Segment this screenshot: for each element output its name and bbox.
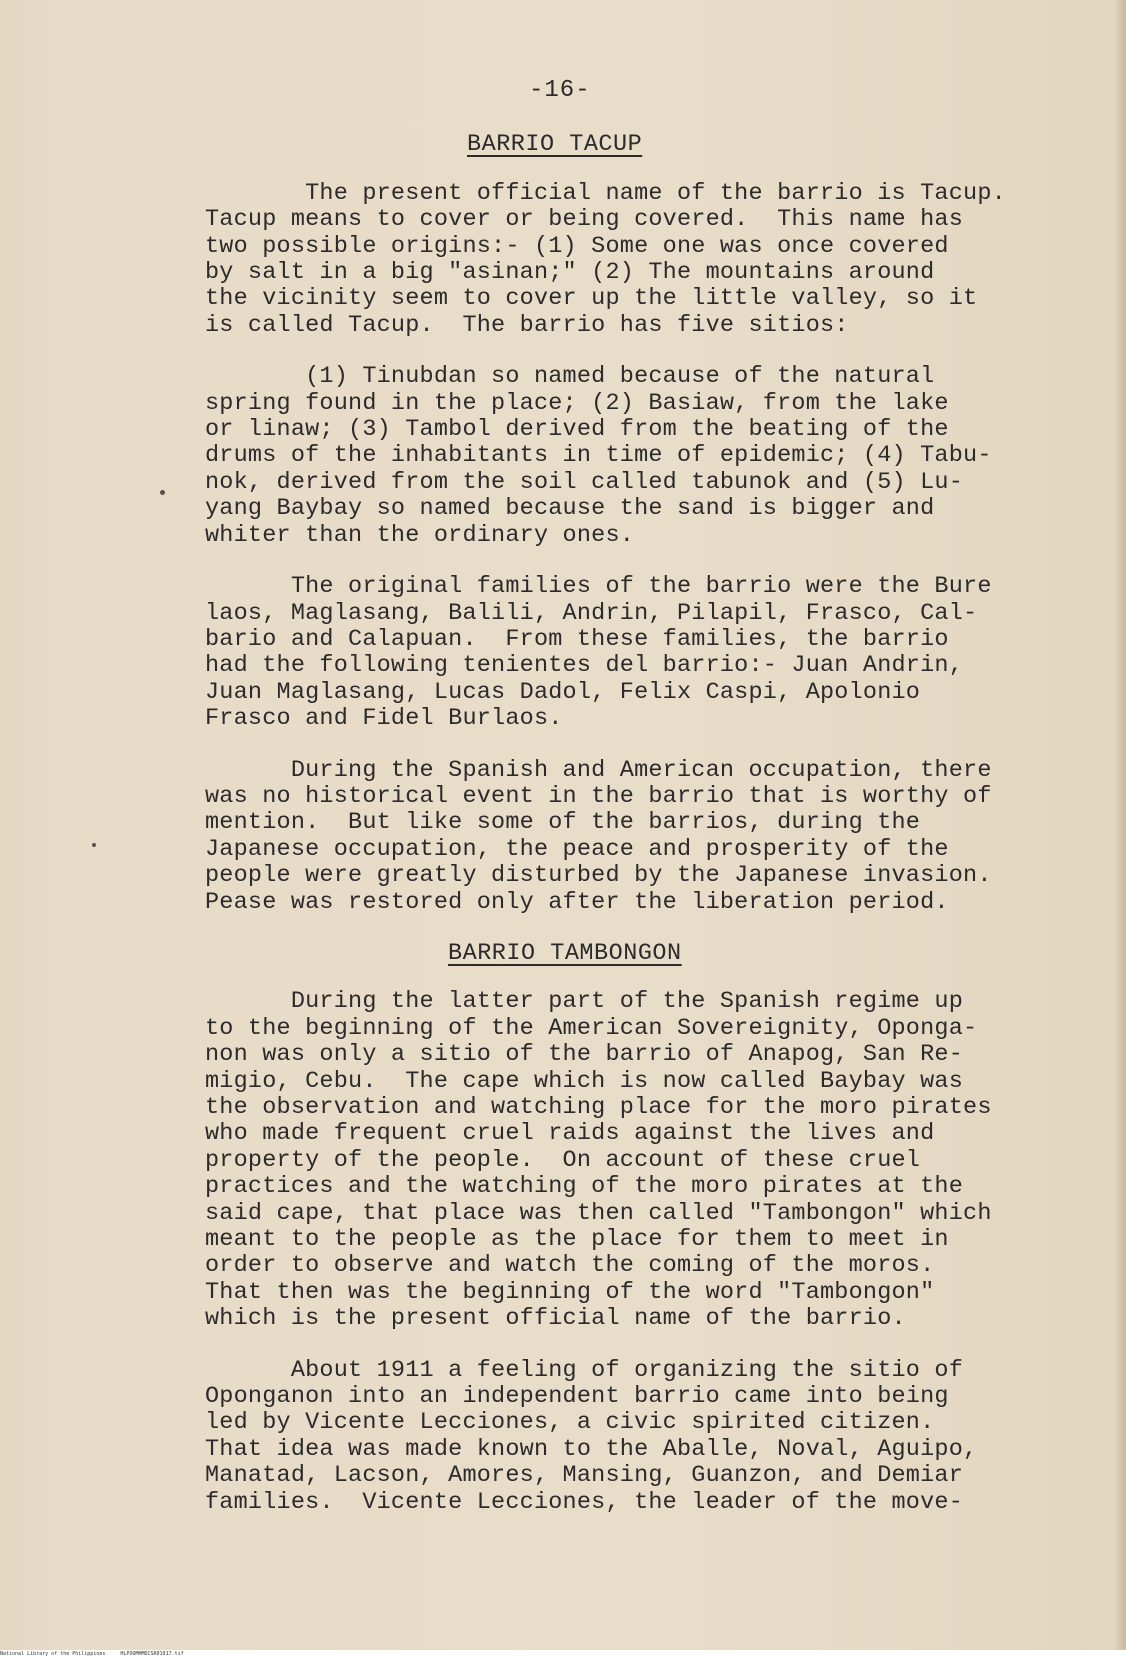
text-line: migio, Cebu. The cape which is now called Baybay was bbox=[205, 1067, 964, 1095]
text-line: Frasco and Fidel Burlaos. bbox=[205, 705, 563, 733]
page-number: -16- bbox=[529, 77, 591, 104]
text-line: to the beginning of the American Sovereignity, Oponga- bbox=[205, 1014, 978, 1042]
text-line: nok, derived from the soil called tabunok and (5) Lu- bbox=[205, 468, 964, 496]
paragraph bbox=[205, 758, 1090, 916]
text-line: Juan Maglasang, Lucas Dadol, Felix Caspi, Apolonio bbox=[205, 678, 921, 706]
text-line: by salt in a big "asinan;" (2) The mountains around bbox=[205, 259, 935, 287]
text-line: Pease was restored only after the liberation period. bbox=[205, 888, 949, 916]
section-heading: BARRIO TACUP bbox=[467, 131, 643, 159]
text-line: That idea was made known to the Aballe, Noval, Aguipo, bbox=[205, 1435, 978, 1463]
text-line: practices and the watching of the moro pirates at the bbox=[205, 1173, 964, 1201]
text-line: (1) Tinubdan so named because of the natural bbox=[205, 363, 935, 391]
text-line: bario and Calapuan. From these families, the barrio bbox=[205, 625, 949, 653]
text-line: During the latter part of the Spanish regime up bbox=[205, 988, 964, 1016]
text-line: had the following tenientes del barrio:- Juan Andrin, bbox=[205, 652, 964, 680]
text-line: Tacup means to cover or being covered. This name has bbox=[205, 206, 964, 234]
text-line: Japanese occupation, the peace and prosperity of the bbox=[205, 835, 949, 863]
document-body bbox=[205, 78, 1090, 1541]
ink-speck bbox=[160, 490, 165, 495]
text-line: families. Vicente Lecciones, the leader of the move- bbox=[205, 1488, 964, 1516]
sections-container bbox=[205, 132, 1090, 1516]
text-line: About 1911 a feeling of organizing the sitio of bbox=[205, 1356, 964, 1384]
text-line: Oponganon into an independent barrio came into being bbox=[205, 1383, 949, 1411]
text-line: spring found in the place; (2) Basiaw, from the lake bbox=[205, 389, 949, 417]
text-line: laos, Maglasang, Balili, Andrin, Pilapil, Frasco, Cal- bbox=[205, 599, 978, 627]
text-line: That then was the beginning of the word "Tambongon" bbox=[205, 1278, 935, 1306]
text-line: is called Tacup. The barrio has five sitios: bbox=[205, 311, 849, 339]
text-line: who made frequent cruel raids against the lives and bbox=[205, 1120, 935, 1148]
paragraph bbox=[205, 574, 1090, 732]
text-line: Manatad, Lacson, Amores, Mansing, Guanzon, and Demiar bbox=[205, 1462, 964, 1490]
text-line: or linaw; (3) Tambol derived from the beating of the bbox=[205, 416, 949, 444]
text-line: the vicinity seem to cover up the little valley, so it bbox=[205, 285, 978, 313]
text-line: During the Spanish and American occupation, there bbox=[205, 756, 992, 784]
text-line: non was only a sitio of the barrio of Anapog, San Re- bbox=[205, 1041, 964, 1069]
section-heading: BARRIO TAMBONGON bbox=[448, 939, 682, 967]
text-line: order to observe and watch the coming of the moros. bbox=[205, 1252, 935, 1280]
text-line: people were greatly disturbed by the Japanese invasion. bbox=[205, 862, 992, 890]
text-line: yang Baybay so named because the sand is bigger and bbox=[205, 495, 935, 523]
page-edge-shadow bbox=[1114, 0, 1126, 1650]
text-line: said cape, that place was then called "Tambongon" which bbox=[205, 1199, 992, 1227]
text-line: was no historical event in the barrio that is worthy of bbox=[205, 782, 992, 810]
text-line: drums of the inhabitants in time of epidemic; (4) Tabu- bbox=[205, 442, 992, 470]
paragraph bbox=[205, 181, 1090, 339]
text-line: which is the present official name of the barrio. bbox=[205, 1305, 906, 1333]
text-line: led by Vicente Lecciones, a civic spirited citizen. bbox=[205, 1409, 935, 1437]
archive-footer: National Library of the Philippines HLPOOMHMDCSR01017.tif bbox=[0, 1650, 1126, 1658]
text-line: meant to the people as the place for them to meet in bbox=[205, 1226, 949, 1254]
ink-speck bbox=[92, 843, 96, 847]
text-line: the observation and watching place for the moro pirates bbox=[205, 1094, 992, 1121]
paragraph bbox=[205, 989, 1090, 1332]
text-line: whiter than the ordinary ones. bbox=[205, 521, 635, 549]
paragraph bbox=[205, 364, 1090, 549]
text-line: The original families of the barrio were the Bure bbox=[205, 573, 992, 601]
text-line: two possible origins:- (1) Some one was once covered bbox=[205, 232, 949, 260]
paragraph bbox=[205, 1358, 1090, 1516]
text-line: mention. But like some of the barrios, during the bbox=[205, 809, 921, 837]
text-line: property of the people. On account of these cruel bbox=[205, 1146, 921, 1174]
text-line: The present official name of the barrio is Tacup. bbox=[205, 179, 1006, 207]
